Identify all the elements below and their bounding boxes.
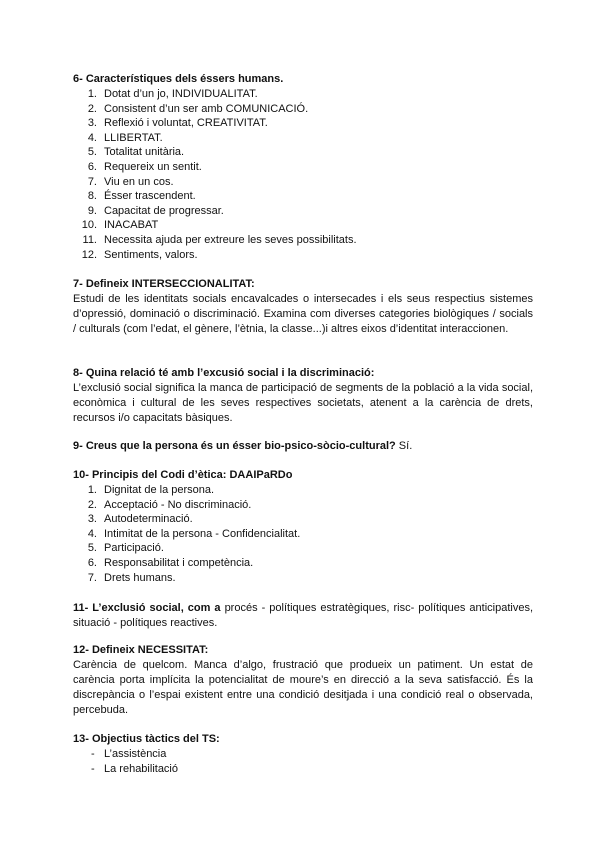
list-item-text: Totalitat unitària. (104, 146, 185, 159)
list-number: 4. (87, 527, 97, 540)
list-number: 7. (87, 571, 97, 584)
section-13 (73, 732, 533, 776)
list-item (73, 218, 533, 233)
list-item (73, 762, 533, 777)
list-item (73, 747, 533, 762)
section-12-text: Carència de quelcom. Manca d’algo, frustració que produeix un patiment. Un estat de carència porta implícita la potencialitat de moure’s en direcció a la seva satisfacció. És la discrepància o l’espai existent entre una condició desitjada i una condició real o observada, percebuda. (73, 659, 533, 716)
list-number: 8. (87, 190, 97, 203)
list-item-text: INACABAT (104, 219, 159, 232)
list-item-text: Acceptació - No discriminació. (104, 498, 252, 511)
list-item-text: Reflexió i voluntat, CREATIVITAT. (104, 117, 268, 130)
list-number: 4. (87, 131, 97, 144)
list-number: 2. (87, 498, 97, 511)
list-item (73, 131, 533, 146)
list-item (73, 527, 533, 542)
section-8-heading: 8- Quina relació té amb l’excusió social i la discriminació: (73, 367, 375, 379)
section-7 (73, 277, 533, 337)
list-number: 6. (87, 160, 97, 173)
list-item-text: Ésser trascendent. (104, 190, 196, 203)
section-9-line (73, 439, 533, 454)
list-number: 3. (87, 117, 97, 130)
list-item-text: Intimitat de la persona - Confidencialitat. (104, 527, 301, 540)
list-item-text: Responsabilitat i competència. (104, 556, 254, 569)
section-7-heading: 7- Defineix INTERSECCIONALITAT: (73, 278, 255, 290)
section-6 (73, 72, 533, 262)
section-10-list (73, 483, 533, 585)
list-number: 9. (87, 204, 97, 217)
list-number: 5. (87, 146, 97, 159)
list-number: 10. (81, 219, 97, 232)
list-item (73, 483, 533, 498)
list-item (73, 145, 533, 160)
list-item-text: Viu en un cos. (104, 175, 174, 188)
list-item (73, 512, 533, 527)
list-item-text: Consistent d’un ser amb COMUNICACIÓ. (104, 102, 309, 115)
list-item (73, 189, 533, 204)
list-item-text: L’assistència (104, 748, 167, 760)
section-7-text: Estudi de les identitats socials encavalcades o intersecades i els seus respectius sistemes d’opressió, dominació o discriminació. Examina com diverses categories biològiques / socials / culturals (com l’edat, el gènere, l’ètnia, la classe...)i altres eixos d’identitat interaccionen. (73, 293, 533, 335)
list-item-text: LLIBERTAT. (104, 131, 163, 144)
list-item (73, 175, 533, 190)
list-item-text: Necessita ajuda per extreure les seves possibilitats. (104, 233, 357, 246)
list-item (73, 571, 533, 586)
list-item (73, 160, 533, 175)
list-number: 5. (87, 542, 97, 555)
list-item (73, 204, 533, 219)
list-number: 1. (87, 484, 97, 496)
list-item-text: Autodeterminació. (104, 513, 193, 526)
list-number: 12. (81, 248, 97, 261)
list-bullet: - (91, 748, 95, 760)
section-13-heading: 13- Objectius tàctics del TS: (73, 733, 220, 745)
list-number: 6. (87, 556, 97, 569)
list-item-text: Sentiments, valors. (104, 248, 198, 261)
list-number: 1. (87, 88, 97, 100)
section-11-text: procés - polítiques estratègiques, risc- polítiques anticipatives, situació - polítiques reactives. (73, 602, 533, 629)
section-11 (73, 601, 533, 631)
section-6-list (73, 87, 533, 262)
list-number: 3. (87, 513, 97, 526)
list-item-text: La rehabilitació (104, 762, 178, 775)
section-9-heading: 9- Creus que la persona és un ésser bio-psico-sòcio-cultural? (73, 440, 396, 452)
list-bullet: - (91, 762, 95, 775)
section-13-list (73, 747, 533, 776)
section-6-heading: 6- Característiques dels éssers humans. (73, 73, 284, 85)
section-11-heading: 11- L’exclusió social, com a (73, 602, 221, 614)
list-number: 7. (87, 175, 97, 188)
list-item-text: Participació. (104, 542, 164, 555)
list-item-text: Requereix un sentit. (104, 160, 202, 173)
list-item (73, 116, 533, 131)
list-item-text: Dotat d’un jo, INDIVIDUALITAT. (104, 88, 258, 100)
section-12 (73, 643, 533, 718)
section-10 (73, 468, 533, 585)
list-item-text: Capacitat de progressar. (104, 204, 224, 217)
list-item (73, 248, 533, 263)
section-9-answer: Sí. (395, 440, 413, 452)
list-item (73, 87, 533, 102)
list-number: 11. (82, 233, 97, 246)
list-item (73, 541, 533, 556)
section-12-heading: 12- Defineix NECESSITAT: (73, 644, 209, 656)
list-item (73, 498, 533, 513)
section-8-text: L’exclusió social significa la manca de participació de segments de la població a la vida social, econòmica i cultural de les seves respectives societats, atenent a la carència de drets, recursos i/o capacitats bàsiques. (73, 382, 533, 424)
list-item-text: Drets humans. (104, 571, 176, 584)
section-10-heading: 10- Principis del Codi d’ètica: DAAIPaRDo (73, 469, 293, 481)
list-number: 2. (87, 102, 97, 115)
list-item (73, 102, 533, 117)
list-item-text: Dignitat de la persona. (104, 484, 215, 496)
section-8 (73, 366, 533, 426)
list-item (73, 556, 533, 571)
section-11-para (73, 601, 533, 631)
section-9 (73, 439, 533, 454)
list-item (73, 233, 533, 248)
